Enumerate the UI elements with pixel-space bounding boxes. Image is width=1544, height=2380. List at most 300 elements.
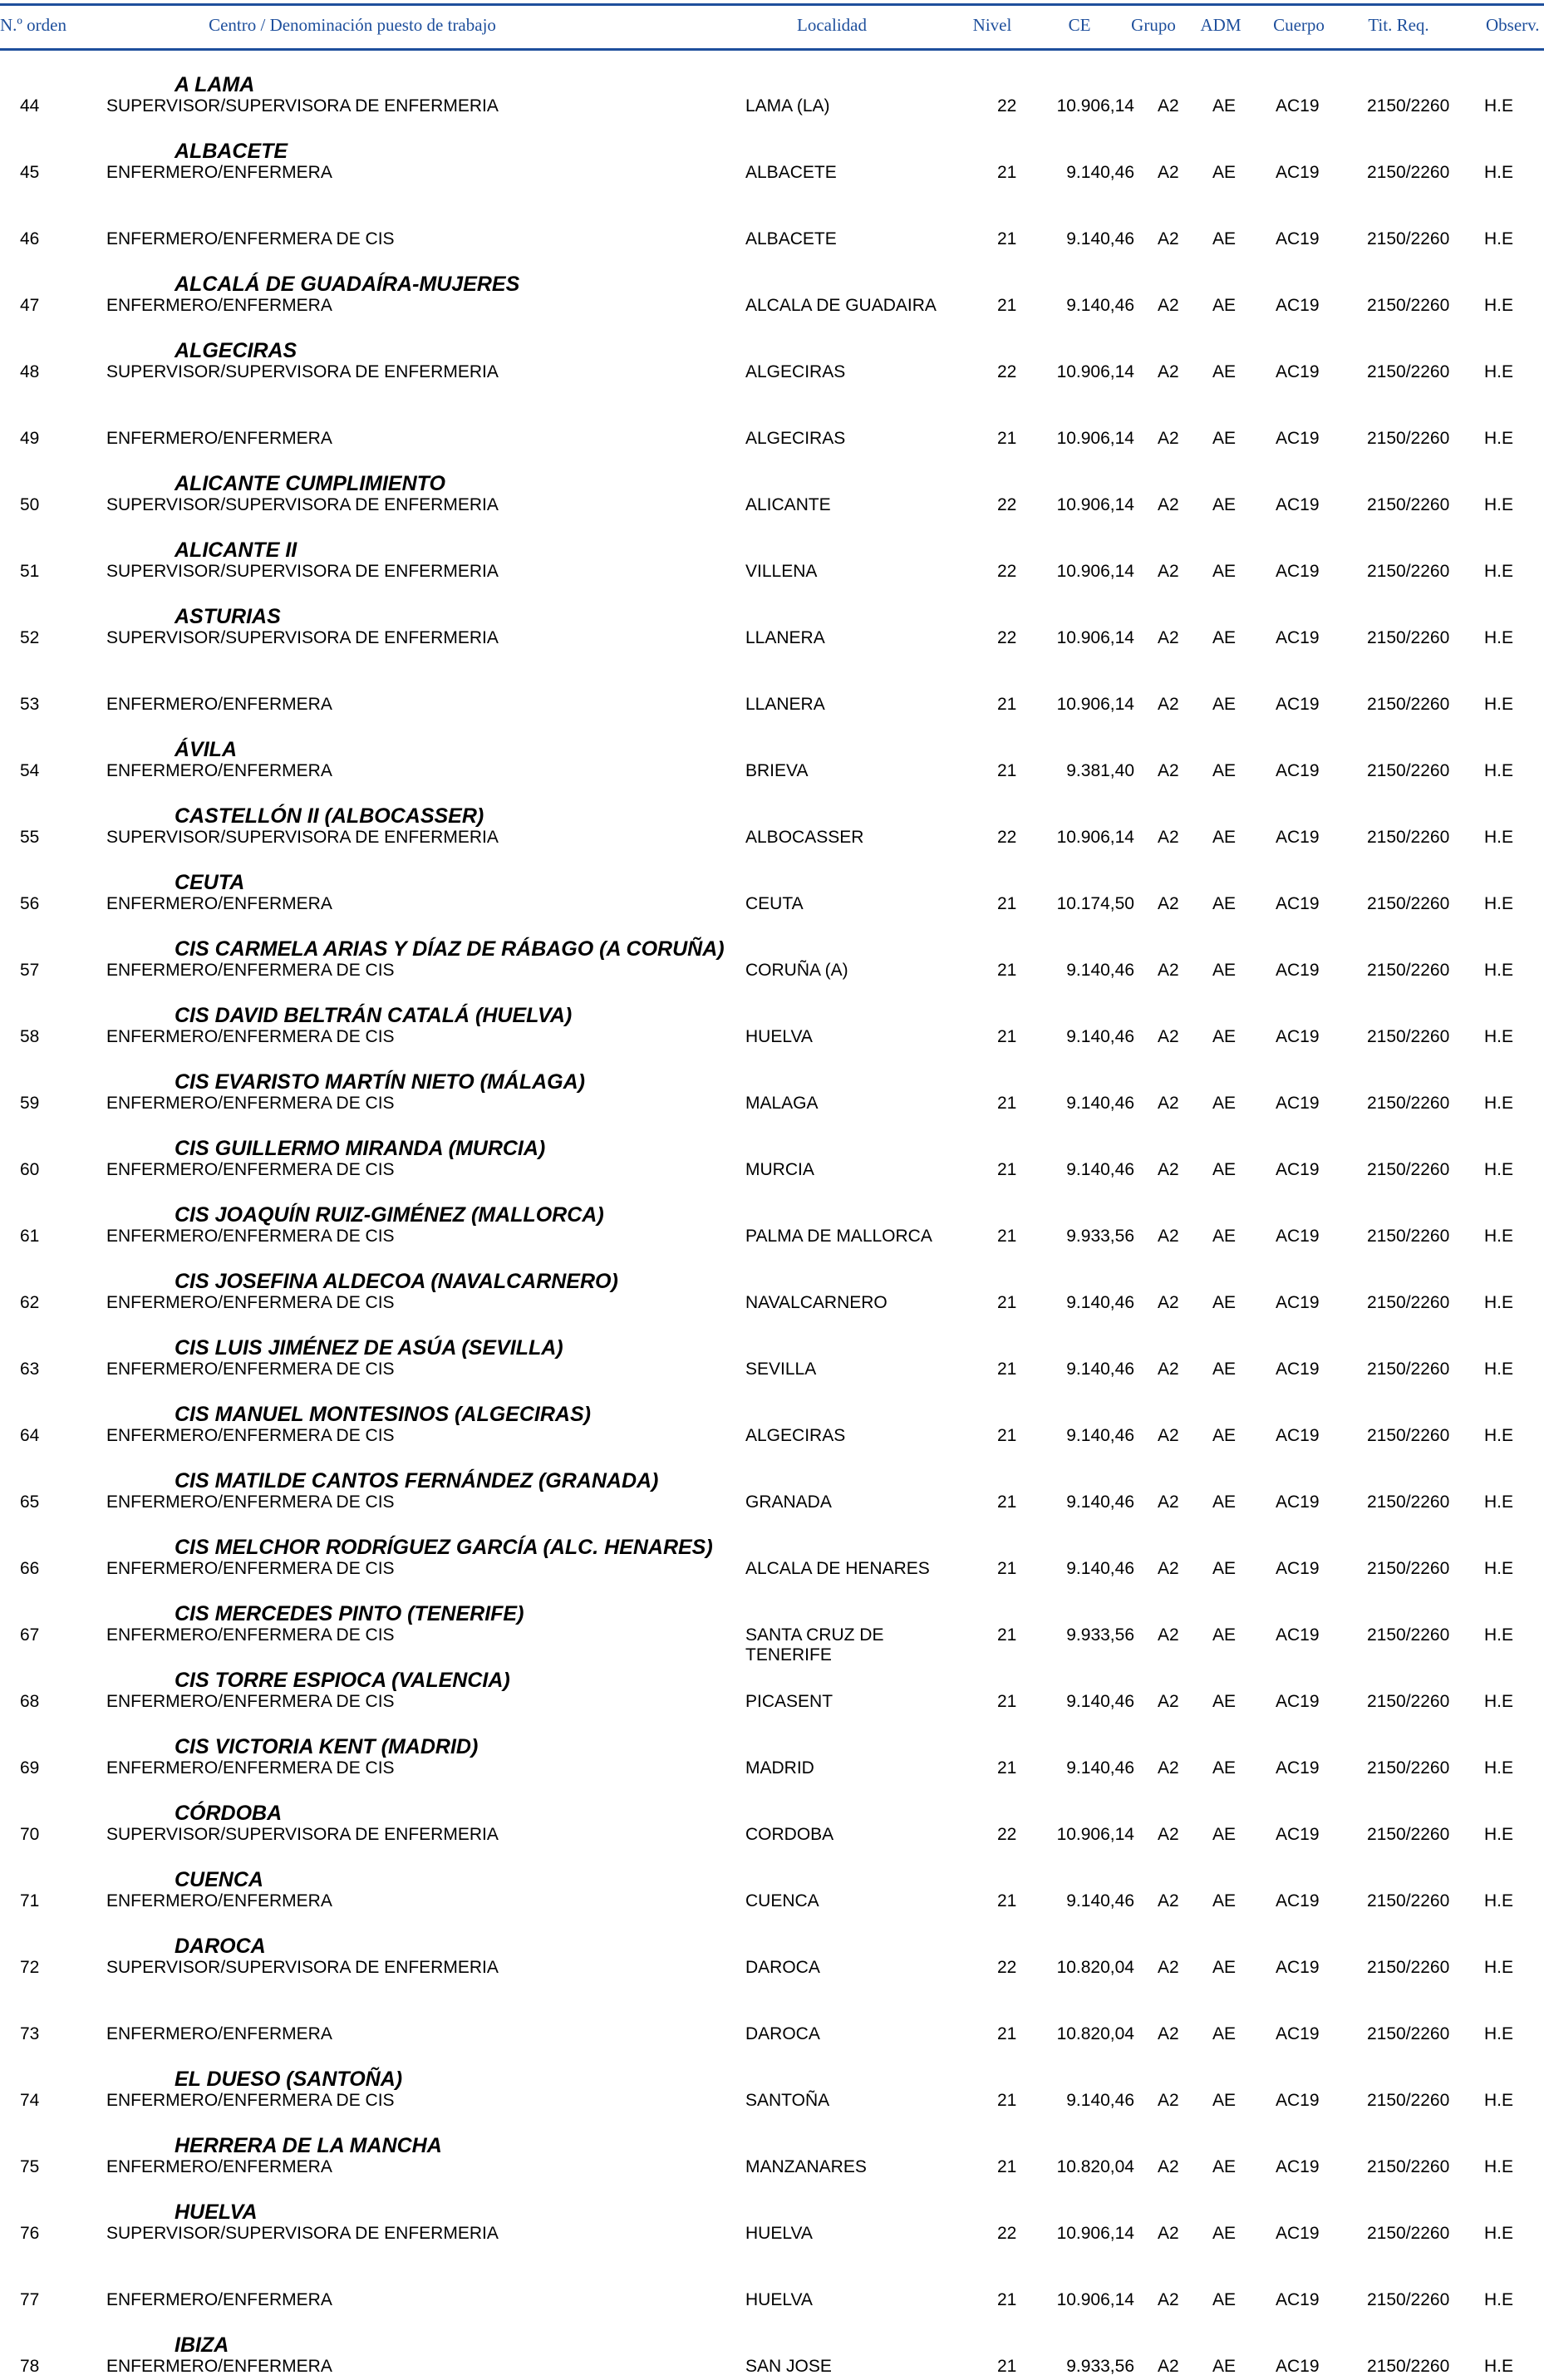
- cell-orden: 57: [20, 961, 40, 980]
- cell-cuerpo: AC19: [1276, 296, 1320, 315]
- cell-obs: H.E: [1484, 163, 1514, 182]
- cell-adm: AE: [1212, 2290, 1237, 2309]
- center-heading: CIS MATILDE CANTOS FERNÁNDEZ (GRANADA): [175, 1469, 659, 1492]
- cell-puesto: ENFERMERO/ENFERMERA DE CIS: [106, 1227, 395, 1246]
- cell-localidad: DAROCA: [745, 1958, 820, 1977]
- cell-grupo: A2: [1158, 1825, 1179, 1844]
- cell-tit: 2150/2260: [1367, 695, 1450, 714]
- cell-grupo: A2: [1158, 1492, 1179, 1512]
- cell-nivel: 21: [997, 1625, 1017, 1645]
- center-heading: ÁVILA: [175, 738, 237, 761]
- cell-nivel: 21: [997, 2290, 1017, 2309]
- cell-puesto: SUPERVISOR/SUPERVISORA DE ENFERMERIA: [106, 2224, 499, 2243]
- table-row: [0, 1715, 1544, 1782]
- cell-localidad: SANTA CRUZ DE TENERIFE: [745, 1625, 884, 1665]
- cell-ce: 10.906,14: [1056, 362, 1134, 381]
- table-row: [0, 1250, 1544, 1316]
- cell-grupo: A2: [1158, 2224, 1179, 2243]
- cell-orden: 51: [20, 562, 40, 581]
- cell-tit: 2150/2260: [1367, 2091, 1450, 2110]
- cell-nivel: 22: [997, 1958, 1017, 1977]
- cell-obs: H.E: [1484, 1625, 1514, 1645]
- cell-tit: 2150/2260: [1367, 1559, 1450, 1578]
- cell-obs: H.E: [1484, 1758, 1514, 1778]
- cell-puesto: ENFERMERO/ENFERMERA DE CIS: [106, 1027, 395, 1046]
- table-row: [0, 1782, 1544, 1848]
- cell-cuerpo: AC19: [1276, 761, 1320, 780]
- cell-tit: 2150/2260: [1367, 362, 1450, 381]
- cell-tit: 2150/2260: [1367, 296, 1450, 315]
- header-tit: Tit. Req.: [1368, 15, 1429, 35]
- cell-localidad: NAVALCARNERO: [745, 1293, 888, 1312]
- cell-nivel: 21: [997, 1160, 1017, 1179]
- cell-tit: 2150/2260: [1367, 1958, 1450, 1977]
- cell-puesto: ENFERMERO/ENFERMERA DE CIS: [106, 1360, 395, 1379]
- cell-localidad: CEUTA: [745, 894, 804, 913]
- cell-cuerpo: AC19: [1276, 2157, 1320, 2176]
- center-heading: A LAMA: [175, 73, 255, 96]
- center-heading: CEUTA: [175, 871, 245, 894]
- cell-nivel: 22: [997, 828, 1017, 847]
- cell-orden: 47: [20, 296, 40, 315]
- cell-nivel: 22: [997, 1825, 1017, 1844]
- cell-adm: AE: [1212, 1625, 1237, 1645]
- cell-tit: 2150/2260: [1367, 1227, 1450, 1246]
- cell-orden: 76: [20, 2224, 40, 2243]
- cell-puesto: ENFERMERO/ENFERMERA: [106, 2357, 332, 2376]
- cell-grupo: A2: [1158, 1360, 1179, 1379]
- cell-nivel: 21: [997, 1492, 1017, 1512]
- cell-localidad: ALBOCASSER: [745, 828, 864, 847]
- cell-obs: H.E: [1484, 429, 1514, 448]
- cell-grupo: A2: [1158, 1891, 1179, 1910]
- cell-cuerpo: AC19: [1276, 1692, 1320, 1711]
- cell-grupo: A2: [1158, 229, 1179, 248]
- cell-puesto: ENFERMERO/ENFERMERA DE CIS: [106, 1094, 395, 1113]
- table-row: [0, 1117, 1544, 1183]
- table-row: [0, 2247, 1544, 2314]
- cell-ce: 9.140,46: [1066, 1027, 1134, 1046]
- cell-ce: 9.140,46: [1066, 1891, 1134, 1910]
- cell-localidad: DAROCA: [745, 2024, 820, 2043]
- cell-ce: 10.906,14: [1056, 429, 1134, 448]
- cell-localidad: LAMA (LA): [745, 96, 830, 116]
- cell-puesto: SUPERVISOR/SUPERVISORA DE ENFERMERIA: [106, 562, 499, 581]
- cell-obs: H.E: [1484, 296, 1514, 315]
- cell-cuerpo: AC19: [1276, 96, 1320, 116]
- cell-puesto: ENFERMERO/ENFERMERA DE CIS: [106, 961, 395, 980]
- cell-puesto: SUPERVISOR/SUPERVISORA DE ENFERMERIA: [106, 628, 499, 647]
- cell-cuerpo: AC19: [1276, 2224, 1320, 2243]
- cell-nivel: 22: [997, 362, 1017, 381]
- cell-puesto: ENFERMERO/ENFERMERA DE CIS: [106, 229, 395, 248]
- cell-nivel: 21: [997, 961, 1017, 980]
- center-heading: CIS GUILLERMO MIRANDA (MURCIA): [175, 1137, 546, 1160]
- cell-localidad: ALGECIRAS: [745, 362, 846, 381]
- cell-localidad: PICASENT: [745, 1692, 833, 1711]
- cell-orden: 68: [20, 1692, 40, 1711]
- cell-obs: H.E: [1484, 562, 1514, 581]
- cell-cuerpo: AC19: [1276, 2024, 1320, 2043]
- center-heading: ALCALÁ DE GUADAÍRA-MUJERES: [175, 273, 520, 296]
- cell-puesto: ENFERMERO/ENFERMERA: [106, 695, 332, 714]
- cell-localidad: VILLENA: [745, 562, 818, 581]
- cell-adm: AE: [1212, 1360, 1237, 1379]
- cell-orden: 77: [20, 2290, 40, 2309]
- cell-localidad: SANTOÑA: [745, 2091, 830, 2110]
- cell-nivel: 21: [997, 1094, 1017, 1113]
- cell-ce: 9.140,46: [1066, 1293, 1134, 1312]
- cell-grupo: A2: [1158, 163, 1179, 182]
- cell-puesto: SUPERVISOR/SUPERVISORA DE ENFERMERIA: [106, 1958, 499, 1977]
- cell-adm: AE: [1212, 1758, 1237, 1778]
- cell-obs: H.E: [1484, 961, 1514, 980]
- cell-nivel: 21: [997, 163, 1017, 182]
- center-heading: CIS MANUEL MONTESINOS (ALGECIRAS): [175, 1403, 591, 1426]
- cell-ce: 10.906,14: [1056, 628, 1134, 647]
- cell-adm: AE: [1212, 1094, 1237, 1113]
- cell-localidad: GRANADA: [745, 1492, 832, 1512]
- cell-tit: 2150/2260: [1367, 2290, 1450, 2309]
- cell-ce: 10.820,04: [1056, 1958, 1134, 1977]
- table-row: [0, 652, 1544, 718]
- center-heading: CIS MELCHOR RODRÍGUEZ GARCÍA (ALC. HENARES): [175, 1536, 713, 1559]
- center-heading: HUELVA: [175, 2201, 258, 2224]
- cell-obs: H.E: [1484, 1027, 1514, 1046]
- cell-orden: 56: [20, 894, 40, 913]
- cell-cuerpo: AC19: [1276, 1094, 1320, 1113]
- table-row: [0, 319, 1544, 386]
- cell-grupo: A2: [1158, 96, 1179, 116]
- cell-tit: 2150/2260: [1367, 628, 1450, 647]
- cell-orden: 54: [20, 761, 40, 780]
- cell-obs: H.E: [1484, 2024, 1514, 2043]
- cell-obs: H.E: [1484, 894, 1514, 913]
- table-row: [0, 718, 1544, 784]
- cell-tit: 2150/2260: [1367, 96, 1450, 116]
- center-heading: CÓRDOBA: [175, 1802, 283, 1825]
- table-row: [0, 1449, 1544, 1516]
- cell-nivel: 22: [997, 628, 1017, 647]
- cell-grupo: A2: [1158, 1426, 1179, 1445]
- cell-puesto: ENFERMERO/ENFERMERA DE CIS: [106, 1625, 395, 1645]
- cell-obs: H.E: [1484, 2091, 1514, 2110]
- table-row: [0, 984, 1544, 1050]
- cell-puesto: ENFERMERO/ENFERMERA DE CIS: [106, 1160, 395, 1179]
- cell-puesto: ENFERMERO/ENFERMERA: [106, 163, 332, 182]
- cell-adm: AE: [1212, 429, 1237, 448]
- table-row: [0, 1050, 1544, 1117]
- cell-nivel: 21: [997, 2157, 1017, 2176]
- center-heading: CIS MERCEDES PINTO (TENERIFE): [175, 1602, 524, 1625]
- center-heading: CUENCA: [175, 1868, 263, 1891]
- cell-nivel: 21: [997, 296, 1017, 315]
- table-row: [0, 1848, 1544, 1915]
- center-heading: CIS VICTORIA KENT (MADRID): [175, 1735, 479, 1758]
- table-row: [0, 2114, 1544, 2181]
- center-heading: DAROCA: [175, 1935, 266, 1958]
- cell-ce: 10.906,14: [1056, 828, 1134, 847]
- header-bottom-rule: [0, 48, 1544, 51]
- cell-nivel: 22: [997, 2224, 1017, 2243]
- cell-ce: 10.906,14: [1056, 495, 1134, 514]
- cell-cuerpo: AC19: [1276, 894, 1320, 913]
- table-row: [0, 1316, 1544, 1383]
- cell-cuerpo: AC19: [1276, 2357, 1320, 2376]
- cell-orden: 65: [20, 1492, 40, 1512]
- cell-orden: 44: [20, 96, 40, 116]
- cell-puesto: ENFERMERO/ENFERMERA: [106, 2157, 332, 2176]
- cell-tit: 2150/2260: [1367, 229, 1450, 248]
- cell-cuerpo: AC19: [1276, 1958, 1320, 1977]
- cell-grupo: A2: [1158, 628, 1179, 647]
- cell-ce: 10.906,14: [1056, 562, 1134, 581]
- cell-obs: H.E: [1484, 1891, 1514, 1910]
- cell-tit: 2150/2260: [1367, 1692, 1450, 1711]
- cell-adm: AE: [1212, 1160, 1237, 1179]
- cell-localidad: CORUÑA (A): [745, 961, 848, 980]
- cell-cuerpo: AC19: [1276, 1625, 1320, 1645]
- cell-adm: AE: [1212, 2091, 1237, 2110]
- table-header: [0, 0, 1544, 53]
- cell-localidad: HUELVA: [745, 2290, 813, 2309]
- cell-tit: 2150/2260: [1367, 2157, 1450, 2176]
- center-heading: CIS DAVID BELTRÁN CATALÁ (HUELVA): [175, 1004, 573, 1027]
- cell-orden: 73: [20, 2024, 40, 2043]
- cell-nivel: 21: [997, 1360, 1017, 1379]
- cell-puesto: ENFERMERO/ENFERMERA DE CIS: [106, 1426, 395, 1445]
- cell-orden: 60: [20, 1160, 40, 1179]
- cell-localidad: CORDOBA: [745, 1825, 834, 1844]
- table-row: [0, 1516, 1544, 1582]
- center-heading: ALGECIRAS: [175, 339, 297, 362]
- cell-ce: 9.140,46: [1066, 2091, 1134, 2110]
- cell-localidad: ALGECIRAS: [745, 429, 846, 448]
- cell-orden: 69: [20, 1758, 40, 1778]
- cell-tit: 2150/2260: [1367, 429, 1450, 448]
- cell-orden: 58: [20, 1027, 40, 1046]
- cell-orden: 70: [20, 1825, 40, 1844]
- table-row: [0, 917, 1544, 984]
- center-heading: HERRERA DE LA MANCHA: [175, 2134, 442, 2157]
- cell-puesto: ENFERMERO/ENFERMERA: [106, 1891, 332, 1910]
- table-row: [0, 1582, 1544, 1665]
- cell-nivel: 21: [997, 761, 1017, 780]
- header-ce: CE: [1068, 15, 1091, 35]
- cell-obs: H.E: [1484, 1160, 1514, 1179]
- cell-adm: AE: [1212, 1426, 1237, 1445]
- cell-obs: H.E: [1484, 495, 1514, 514]
- cell-adm: AE: [1212, 1958, 1237, 1977]
- cell-orden: 74: [20, 2091, 40, 2110]
- cell-orden: 46: [20, 229, 40, 248]
- cell-tit: 2150/2260: [1367, 2024, 1450, 2043]
- cell-cuerpo: AC19: [1276, 1492, 1320, 1512]
- center-heading: IBIZA: [175, 2333, 229, 2357]
- cell-orden: 59: [20, 1094, 40, 1113]
- cell-cuerpo: AC19: [1276, 1027, 1320, 1046]
- cell-localidad: MANZANARES: [745, 2157, 867, 2176]
- cell-tit: 2150/2260: [1367, 2224, 1450, 2243]
- cell-tit: 2150/2260: [1367, 1625, 1450, 1645]
- cell-ce: 9.140,46: [1066, 1492, 1134, 1512]
- cell-cuerpo: AC19: [1276, 1559, 1320, 1578]
- cell-adm: AE: [1212, 1825, 1237, 1844]
- header-centro: Centro / Denominación puesto de trabajo: [209, 15, 496, 35]
- cell-tit: 2150/2260: [1367, 1293, 1450, 1312]
- cell-ce: 10.174,50: [1056, 894, 1134, 913]
- cell-grupo: A2: [1158, 1027, 1179, 1046]
- cell-nivel: 21: [997, 1891, 1017, 1910]
- cell-obs: H.E: [1484, 628, 1514, 647]
- cell-cuerpo: AC19: [1276, 1891, 1320, 1910]
- table-row: [0, 851, 1544, 917]
- cell-cuerpo: AC19: [1276, 1426, 1320, 1445]
- cell-adm: AE: [1212, 2024, 1237, 2043]
- cell-adm: AE: [1212, 229, 1237, 248]
- cell-ce: 9.381,40: [1066, 761, 1134, 780]
- center-heading: ASTURIAS: [175, 605, 281, 628]
- cell-cuerpo: AC19: [1276, 495, 1320, 514]
- cell-tit: 2150/2260: [1367, 961, 1450, 980]
- cell-grupo: A2: [1158, 1227, 1179, 1246]
- cell-grupo: A2: [1158, 1160, 1179, 1179]
- cell-adm: AE: [1212, 2357, 1237, 2376]
- cell-nivel: 21: [997, 695, 1017, 714]
- table-row: [0, 2181, 1544, 2247]
- cell-orden: 45: [20, 163, 40, 182]
- cell-ce: 9.933,56: [1066, 1625, 1134, 1645]
- cell-grupo: A2: [1158, 2357, 1179, 2376]
- cell-tit: 2150/2260: [1367, 761, 1450, 780]
- cell-puesto: ENFERMERO/ENFERMERA: [106, 2290, 332, 2309]
- table-row: [0, 2314, 1544, 2380]
- header-orden: N.º orden: [0, 15, 66, 35]
- cell-nivel: 21: [997, 229, 1017, 248]
- cell-obs: H.E: [1484, 761, 1514, 780]
- cell-ce: 10.906,14: [1056, 96, 1134, 116]
- cell-ce: 9.140,46: [1066, 1758, 1134, 1778]
- cell-adm: AE: [1212, 1492, 1237, 1512]
- table-row: [0, 120, 1544, 186]
- cell-ce: 9.140,46: [1066, 1094, 1134, 1113]
- cell-orden: 66: [20, 1559, 40, 1578]
- cell-cuerpo: AC19: [1276, 695, 1320, 714]
- center-heading: CIS LUIS JIMÉNEZ DE ASÚA (SEVILLA): [175, 1336, 563, 1360]
- cell-nivel: 21: [997, 2024, 1017, 2043]
- cell-localidad: PALMA DE MALLORCA: [745, 1227, 932, 1246]
- cell-localidad: ALCALA DE HENARES: [745, 1559, 930, 1578]
- header-adm: ADM: [1200, 15, 1242, 35]
- cell-grupo: A2: [1158, 1625, 1179, 1645]
- center-heading: CIS EVARISTO MARTÍN NIETO (MÁLAGA): [175, 1070, 585, 1094]
- cell-localidad: ALBACETE: [745, 229, 837, 248]
- cell-obs: H.E: [1484, 2357, 1514, 2376]
- cell-grupo: A2: [1158, 362, 1179, 381]
- table-row: [0, 1981, 1544, 2048]
- cell-tit: 2150/2260: [1367, 1360, 1450, 1379]
- header-top-rule: [0, 3, 1544, 6]
- cell-grupo: A2: [1158, 828, 1179, 847]
- cell-ce: 9.140,46: [1066, 1426, 1134, 1445]
- table-row: [0, 1183, 1544, 1250]
- cell-adm: AE: [1212, 1293, 1237, 1312]
- cell-puesto: ENFERMERO/ENFERMERA DE CIS: [106, 2091, 395, 2110]
- cell-orden: 52: [20, 628, 40, 647]
- cell-obs: H.E: [1484, 1825, 1514, 1844]
- cell-cuerpo: AC19: [1276, 362, 1320, 381]
- cell-orden: 62: [20, 1293, 40, 1312]
- table-row: [0, 519, 1544, 585]
- cell-tit: 2150/2260: [1367, 2357, 1450, 2376]
- cell-orden: 55: [20, 828, 40, 847]
- cell-cuerpo: AC19: [1276, 1825, 1320, 1844]
- cell-cuerpo: AC19: [1276, 1227, 1320, 1246]
- cell-ce: 9.140,46: [1066, 229, 1134, 248]
- cell-tit: 2150/2260: [1367, 1891, 1450, 1910]
- cell-localidad: HUELVA: [745, 1027, 813, 1046]
- cell-ce: 9.140,46: [1066, 1692, 1134, 1711]
- cell-obs: H.E: [1484, 2157, 1514, 2176]
- cell-orden: 64: [20, 1426, 40, 1445]
- cell-cuerpo: AC19: [1276, 628, 1320, 647]
- table-row: [0, 585, 1544, 652]
- cell-ce: 9.140,46: [1066, 296, 1134, 315]
- center-heading: ALBACETE: [175, 140, 288, 163]
- table-row: [0, 2048, 1544, 2114]
- table-row: [0, 253, 1544, 319]
- cell-localidad: ALCALA DE GUADAIRA: [745, 296, 937, 315]
- cell-tit: 2150/2260: [1367, 495, 1450, 514]
- cell-tit: 2150/2260: [1367, 562, 1450, 581]
- table-row: [0, 1915, 1544, 1981]
- cell-ce: 9.140,46: [1066, 1559, 1134, 1578]
- cell-ce: 10.906,14: [1056, 695, 1134, 714]
- cell-localidad: SAN JOSE: [745, 2357, 832, 2376]
- cell-obs: H.E: [1484, 96, 1514, 116]
- cell-nivel: 21: [997, 2091, 1017, 2110]
- cell-obs: H.E: [1484, 828, 1514, 847]
- center-heading: ALICANTE II: [175, 538, 297, 562]
- table-row: [0, 1383, 1544, 1449]
- cell-ce: 9.140,46: [1066, 1360, 1134, 1379]
- cell-cuerpo: AC19: [1276, 429, 1320, 448]
- cell-grupo: A2: [1158, 1692, 1179, 1711]
- cell-orden: 61: [20, 1227, 40, 1246]
- cell-localidad: MADRID: [745, 1758, 814, 1778]
- header-obs: Observ.: [1486, 15, 1540, 35]
- cell-obs: H.E: [1484, 1492, 1514, 1512]
- cell-puesto: SUPERVISOR/SUPERVISORA DE ENFERMERIA: [106, 362, 499, 381]
- cell-puesto: ENFERMERO/ENFERMERA DE CIS: [106, 1692, 395, 1711]
- cell-puesto: ENFERMERO/ENFERMERA: [106, 2024, 332, 2043]
- header-grupo: Grupo: [1131, 15, 1176, 35]
- cell-tit: 2150/2260: [1367, 1160, 1450, 1179]
- header-nivel: Nivel: [972, 15, 1012, 35]
- cell-orden: 72: [20, 1958, 40, 1977]
- cell-ce: 9.140,46: [1066, 163, 1134, 182]
- cell-grupo: A2: [1158, 495, 1179, 514]
- cell-obs: H.E: [1484, 1426, 1514, 1445]
- cell-cuerpo: AC19: [1276, 1160, 1320, 1179]
- table-row: [0, 53, 1544, 120]
- cell-grupo: A2: [1158, 695, 1179, 714]
- cell-grupo: A2: [1158, 296, 1179, 315]
- cell-tit: 2150/2260: [1367, 163, 1450, 182]
- cell-ce: 9.933,56: [1066, 1227, 1134, 1246]
- center-heading: CASTELLÓN II (ALBOCASSER): [175, 804, 484, 828]
- cell-grupo: A2: [1158, 961, 1179, 980]
